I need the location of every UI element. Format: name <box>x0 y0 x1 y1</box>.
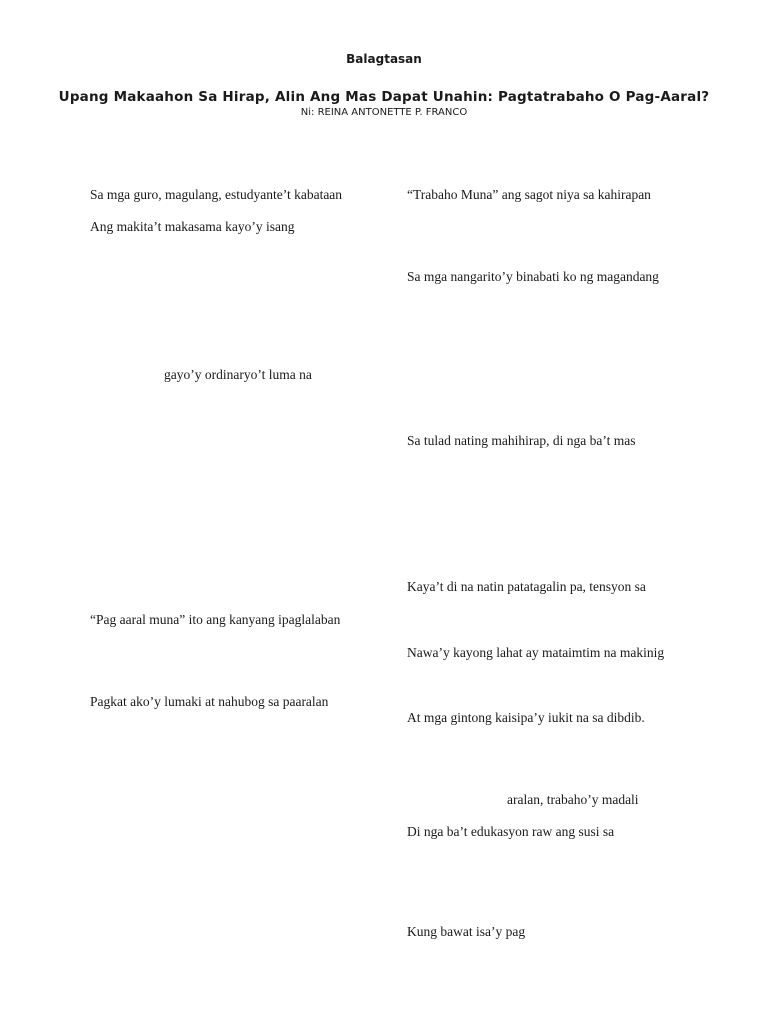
right-line: Kung bawat isa’y pag <box>407 924 526 939</box>
left-line: Sa mga guro, magulang, estudyante’t kabataan <box>90 187 343 202</box>
right-line: Kaya’t di na natin patatagalin pa, tensyon sa <box>407 579 646 594</box>
document-type-label: Balagtasan <box>346 52 422 66</box>
left-line: “Pag aaral muna” ito ang kanyang ipaglalaban <box>90 612 341 627</box>
right-line: “Trabaho Muna” ang sagot niya sa kahirapan <box>407 187 651 202</box>
right-line: At mga gintong kaisipa’y iukit na sa dibdib. <box>407 710 645 725</box>
left-line: Ang makita’t makasama kayo’y isang <box>90 219 295 234</box>
right-line: Sa mga nangarito’y binabati ko ng magandang <box>407 269 659 284</box>
right-line: Di nga ba’t edukasyon raw ang susi sa <box>407 824 615 839</box>
left-line: Pagkat ako’y lumaki at nahubog sa paaralan <box>90 694 329 709</box>
right-line: aralan, trabaho’y madali <box>507 792 639 807</box>
author-line: Ni: REINA ANTONETTE P. FRANCO <box>300 107 468 118</box>
right-line: Nawa’y kayong lahat ay mataimtim na makinig <box>407 645 665 660</box>
poem-title: Upang Makaahon Sa Hirap, Alin Ang Mas Dapat Unahin: Pagtatrabaho O Pag-Aaral? <box>58 89 710 105</box>
right-line: Sa tulad nating mahihirap, di nga ba’t mas <box>407 433 636 448</box>
left-line: gayo’y ordinaryo’t luma na <box>164 367 312 382</box>
